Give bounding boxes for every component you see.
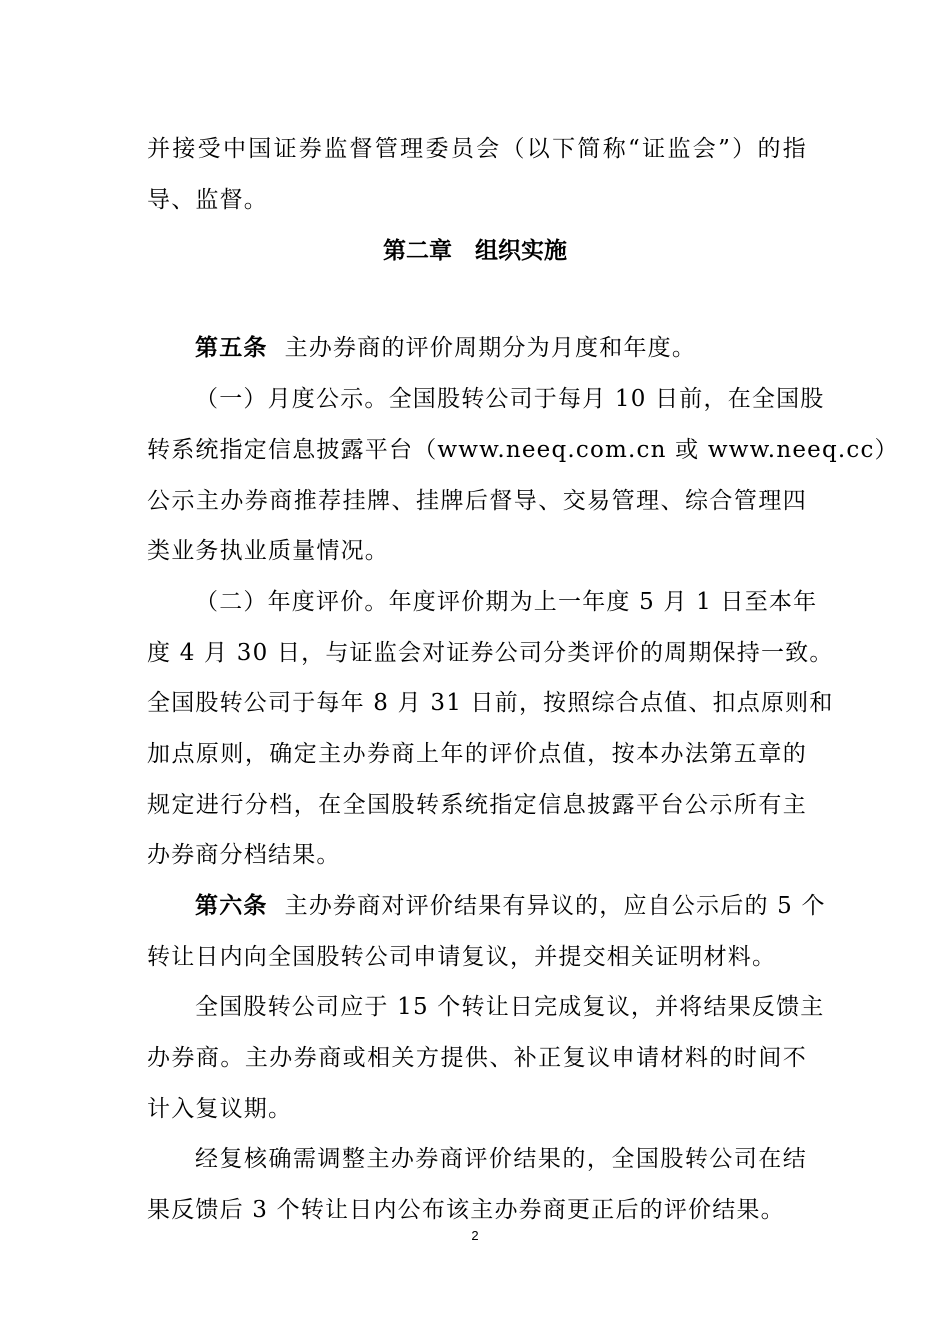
article-text: 主办券商对评价结果有异议的，应自公示后的 5 个: [284, 893, 826, 919]
article-line: [195, 891, 826, 921]
paragraph-line: （二）年度评价。年度评价期为上一年度 5 月 1 日至本年: [195, 589, 818, 615]
paragraph-line: 果反馈后 3 个转让日内公布该主办券商更正后的评价结果。: [147, 1197, 785, 1223]
paragraph-line: 加点原则，确定主办券商上年的评价点值，按本办法第五章的: [147, 741, 807, 767]
article-label: 第六条: [195, 893, 268, 919]
page-number: 2: [471, 1228, 479, 1243]
paragraph-line: 导、监督。: [147, 187, 268, 213]
paragraph-line: 公示主办券商推荐挂牌、挂牌后督导、交易管理、综合管理四: [147, 488, 807, 514]
paragraph-line: 规定进行分档，在全国股转系统指定信息披露平台公示所有主: [147, 792, 807, 818]
article-label: 第五条: [195, 335, 268, 361]
paragraph-line: （一）月度公示。全国股转公司于每月 10 日前，在全国股: [195, 386, 825, 412]
paragraph-line: 并接受中国证券监督管理委员会（以下简称“证监会”）的指: [147, 136, 807, 162]
article-text: 主办券商的评价周期分为月度和年度。: [284, 335, 697, 361]
paragraph-line: 计入复议期。: [147, 1096, 293, 1122]
paragraph-line: 经复核确需调整主办券商评价结果的，全国股转公司在结: [195, 1146, 807, 1172]
paragraph-line: 类业务执业质量情况。: [147, 538, 389, 564]
paragraph-line: 度 4 月 30 日，与证监会对证券公司分类评价的周期保持一致。: [147, 640, 834, 666]
paragraph-line: 转系统指定信息披露平台（www.neeq.com.cn 或 www.neeq.cc）: [147, 437, 899, 463]
chapter-heading: 第二章 组织实施: [383, 238, 567, 264]
paragraph-line: 转让日内向全国股转公司申请复议，并提交相关证明材料。: [147, 944, 777, 970]
paragraph-line: 全国股转公司于每年 8 月 31 日前，按照综合点值、扣点原则和: [147, 690, 834, 716]
paragraph-line: 全国股转公司应于 15 个转让日完成复议，并将结果反馈主: [195, 994, 825, 1020]
paragraph-line: 办券商。主办券商或相关方提供、补正复议申请材料的时间不: [147, 1045, 807, 1071]
article-line: [195, 333, 807, 363]
paragraph-line: 办券商分档结果。: [147, 842, 341, 868]
